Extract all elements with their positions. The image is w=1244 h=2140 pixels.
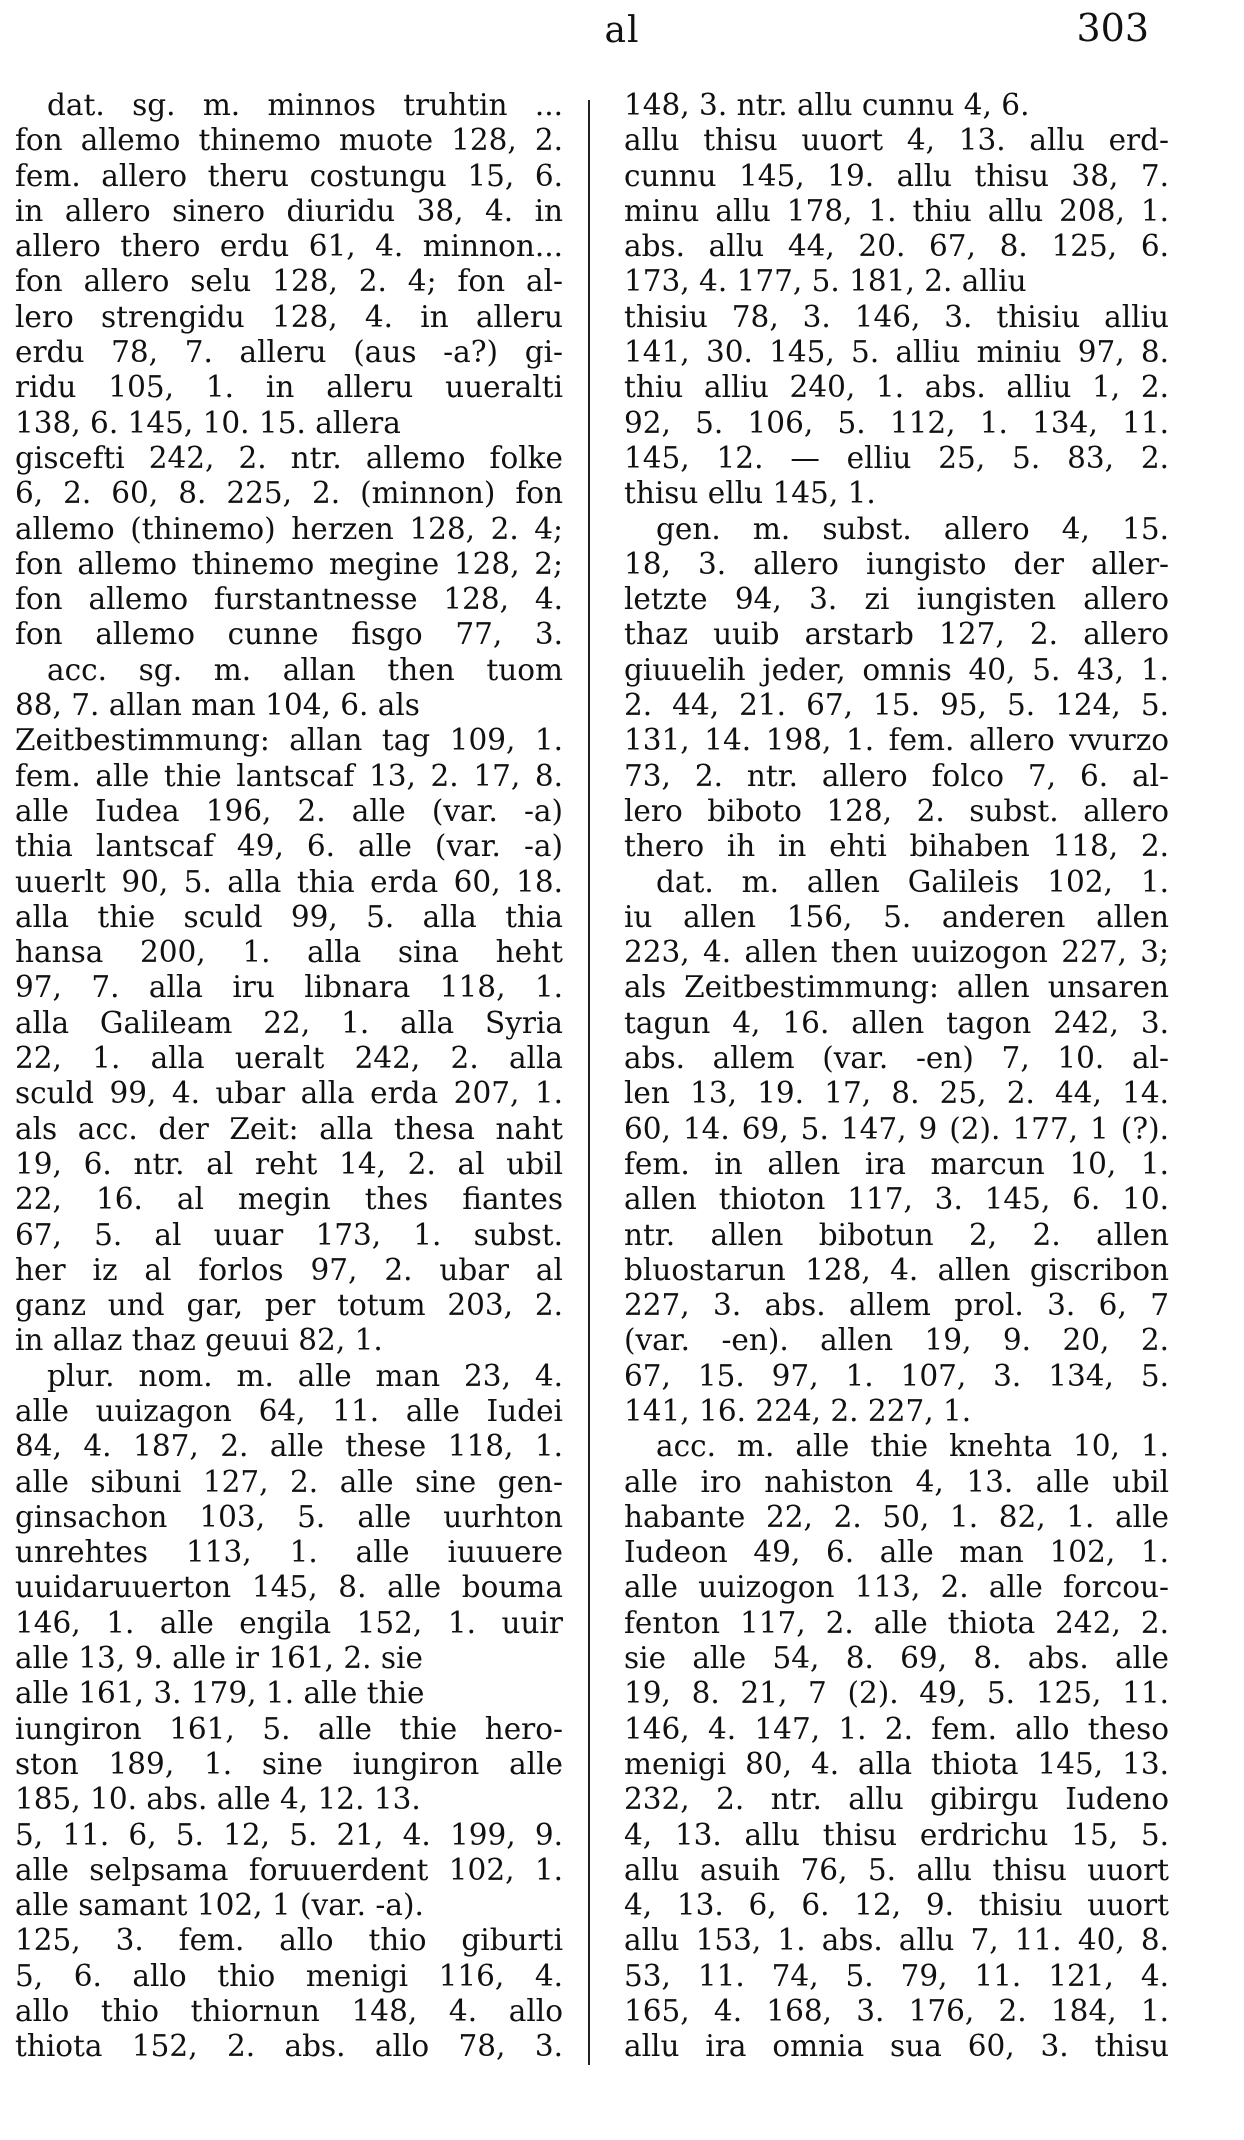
left-column-line (15, 1994, 563, 2029)
line-text: cunnu 145, 19. allu thisu 38, 7. (624, 158, 1169, 193)
right-column-line (624, 1606, 1169, 1641)
line-text: thisiu 78, 3. 146, 3. thisiu alliu (624, 299, 1169, 334)
line-text: 22, 1. alla ueralt 242, 2. alla (15, 1041, 563, 1076)
left-column-line (15, 1818, 563, 1853)
line-text: tagun 4, 16. allen tagon 242, 3. (624, 1005, 1169, 1040)
right-column-line (624, 300, 1169, 335)
line-text: (var. -en). allen 19, 9. 20, 2. (624, 1323, 1169, 1358)
left-column-line (15, 1888, 563, 1923)
line-text: hansa 200, 1. alla sina heht (15, 935, 563, 970)
right-column-line (624, 1429, 1169, 1464)
left-column-line (15, 441, 563, 476)
left-column-line (15, 1218, 563, 1253)
line-text: 67, 15. 97, 1. 107, 3. 134, 5. (624, 1358, 1169, 1393)
right-column-line (624, 1641, 1169, 1676)
line-text: unrehtes 113, 1. alle iuuuere (15, 1535, 563, 1570)
left-column-line (15, 88, 563, 123)
left-column (15, 88, 563, 2065)
line-text: Iudeon 49, 6. alle man 102, 1. (624, 1535, 1169, 1570)
left-column-line (15, 194, 563, 229)
line-text: abs. allem (var. -en) 7, 10. al- (624, 1041, 1169, 1076)
left-column-line (15, 1500, 563, 1535)
left-column-line (15, 1394, 563, 1429)
line-text: alla thie sculd 99, 5. alla thia (15, 899, 563, 934)
right-column (624, 88, 1169, 2065)
right-column-line (624, 441, 1169, 476)
right-column-line (624, 865, 1169, 900)
line-text: alle uuizogon 113, 2. alle forcou- (624, 1570, 1169, 1605)
left-column-line (15, 123, 563, 158)
right-column-line (624, 723, 1169, 758)
left-column-line (15, 512, 563, 547)
right-column-line (624, 1147, 1169, 1182)
page-number: 303 (1076, 6, 1149, 50)
line-text: plur. nom. m. alle man 23, 4. (47, 1358, 563, 1393)
left-column-line (15, 1747, 563, 1782)
right-column-line (624, 406, 1169, 441)
line-text: 141, 30. 145, 5. alliu miniu 97, 8. (624, 335, 1169, 370)
line-text: acc. m. alle thie knehta 10, 1. (656, 1429, 1169, 1464)
line-text: menigi 80, 4. alla thiota 145, 13. (624, 1746, 1169, 1781)
right-column-line (624, 794, 1169, 829)
right-column-line (624, 1923, 1169, 1958)
right-column-line (624, 653, 1169, 688)
line-text: allo thio thiornun 148, 4. allo (15, 1994, 563, 2029)
right-column-line (624, 1888, 1169, 1923)
line-text: 67, 5. al uuar 173, 1. subst. (15, 1217, 563, 1252)
right-column-line (624, 900, 1169, 935)
line-text: habante 22, 2. 50, 1. 82, 1. alle (624, 1499, 1169, 1534)
left-column-line (15, 1006, 563, 1041)
right-column-line (624, 1782, 1169, 1817)
line-text: ston 189, 1. sine iungiron alle (15, 1746, 563, 1781)
left-column-line (15, 759, 563, 794)
right-column-line (624, 1394, 1169, 1429)
left-column-line (15, 1076, 563, 1111)
line-text: 22, 16. al megin thes fiantes (15, 1182, 563, 1217)
right-column-line (624, 1112, 1169, 1147)
line-text: uuidaruuerton 145, 8. alle bouma (15, 1570, 563, 1605)
left-column-line (15, 547, 563, 582)
left-column-line (15, 335, 563, 370)
line-text: erdu 78, 7. alleru (aus -a?) gi- (15, 335, 563, 370)
right-column-line (624, 370, 1169, 405)
line-text: 92, 5. 106, 5. 112, 1. 134, 11. (624, 405, 1169, 440)
line-text: len 13, 19. 17, 8. 25, 2. 44, 14. (624, 1076, 1169, 1111)
line-text: allu thisu uuort 4, 13. allu erd- (624, 123, 1169, 158)
right-column-line (624, 1818, 1169, 1853)
left-column-line (15, 1253, 563, 1288)
left-column-line (15, 1323, 563, 1358)
left-column-line (15, 1535, 563, 1570)
left-column-line (15, 1182, 563, 1217)
right-column-line (624, 582, 1169, 617)
line-text: dat. m. allen Galileis 102, 1. (656, 864, 1169, 899)
left-column-line (15, 370, 563, 405)
line-text: ridu 105, 1. in alleru uueralti (15, 370, 563, 405)
right-column-line (624, 1253, 1169, 1288)
line-text: acc. sg. m. allan then tuom (47, 652, 563, 687)
line-text: ntr. allen bibotun 2, 2. allen (624, 1217, 1169, 1252)
line-text: alle samant 102, 1 (var. -a). (15, 1888, 424, 1923)
line-text: 19, 8. 21, 7 (2). 49, 5. 125, 11. (624, 1676, 1169, 1711)
left-column-line (15, 829, 563, 864)
line-text: 5, 6. allo thio menigi 116, 4. (15, 1958, 563, 1993)
line-text: 131, 14. 198, 1. fem. allero vvurzo (624, 723, 1169, 758)
line-text: 148, 3. ntr. allu cunnu 4, 6. (624, 88, 1030, 122)
line-text: 88, 7. allan man 104, 6. als (15, 688, 420, 723)
right-column-line (624, 1359, 1169, 1394)
line-text: allero thero erdu 61, 4. minnon... (15, 229, 563, 264)
left-column-line (15, 1359, 563, 1394)
left-column-line (15, 1923, 563, 1958)
line-text: fem. allero theru costungu 15, 6. (15, 158, 563, 193)
right-column-line (624, 1323, 1169, 1358)
line-text: alle iro nahiston 4, 13. alle ubil (624, 1464, 1169, 1499)
right-column-line (624, 1076, 1169, 1111)
line-text: 84, 4. 187, 2. alle these 118, 1. (15, 1429, 563, 1464)
line-text: allu asuih 76, 5. allu thisu uuort (624, 1852, 1169, 1887)
line-text: thiota 152, 2. abs. allo 78, 3. (15, 2029, 563, 2064)
line-text: alle 13, 9. alle ir 161, 2. sie (15, 1641, 423, 1676)
line-text: thia lantscaf 49, 6. alle (var. -a) (15, 829, 563, 864)
running-headword: al (604, 10, 640, 51)
left-column-line (15, 1853, 563, 1888)
line-text: fon allemo thinemo megine 128, 2; (15, 546, 563, 581)
right-column-line (624, 512, 1169, 547)
line-text: 18, 3. allero iungisto der aller- (624, 546, 1169, 581)
left-column-line (15, 229, 563, 264)
left-column-line (15, 1465, 563, 1500)
right-column-line (624, 1465, 1169, 1500)
line-text: 6, 2. 60, 8. 225, 2. (minnon) fon (15, 476, 563, 511)
line-text: fon allemo thinemo muote 128, 2. (15, 123, 563, 158)
line-text: iungiron 161, 5. alle thie hero- (15, 1711, 563, 1746)
right-column-line (624, 335, 1169, 370)
line-text: uuerlt 90, 5. alla thia erda 60, 18. (15, 864, 563, 899)
left-column-line (15, 970, 563, 1005)
right-column-line (624, 1182, 1169, 1217)
line-text: thiu alliu 240, 1. abs. alliu 1, 2. (624, 370, 1169, 405)
line-text: thaz uuib arstarb 127, 2. allero (624, 617, 1169, 652)
left-column-line (15, 2029, 563, 2064)
right-column-line (624, 1500, 1169, 1535)
right-column-line (624, 476, 1169, 511)
line-text: thisu ellu 145, 1. (624, 476, 876, 511)
line-text: in allaz thaz geuui 82, 1. (15, 1323, 383, 1358)
line-text: gen. m. subst. allero 4, 15. (656, 511, 1169, 546)
left-column-line (15, 1041, 563, 1076)
left-column-line (15, 159, 563, 194)
line-text: 145, 12. — elliu 25, 5. 83, 2. (624, 440, 1169, 475)
left-column-line (15, 1288, 563, 1323)
left-column-line (15, 794, 563, 829)
left-column-line (15, 653, 563, 688)
right-column-line (624, 1288, 1169, 1323)
right-column-line (624, 617, 1169, 652)
line-text: letzte 94, 3. zi iungisten allero (624, 582, 1169, 617)
line-text: 173, 4. 177, 5. 181, 2. alliu (624, 264, 1027, 299)
line-text: ganz und gar, per totum 203, 2. (15, 1288, 563, 1323)
line-text: 5, 11. 6, 5. 12, 5. 21, 4. 199, 9. (15, 1817, 563, 1852)
column-divider (588, 100, 590, 2065)
left-column-line (15, 865, 563, 900)
right-column-line (624, 688, 1169, 723)
line-text: 138, 6. 145, 10. 15. allera (15, 405, 401, 440)
left-column-line (15, 1712, 563, 1747)
line-text: 165, 4. 168, 3. 176, 2. 184, 1. (624, 1994, 1169, 2029)
left-column-line (15, 300, 563, 335)
right-column-line (624, 970, 1169, 1005)
line-text: alle Iudea 196, 2. alle (var. -a) (15, 793, 563, 828)
line-text: 227, 3. abs. allem prol. 3. 6, 7 (624, 1288, 1169, 1323)
line-text: 141, 16. 224, 2. 227, 1. (624, 1393, 972, 1428)
left-column-line (15, 1570, 563, 1605)
left-column-line (15, 1147, 563, 1182)
left-column-line (15, 688, 563, 723)
right-column-line (624, 1218, 1169, 1253)
line-text: 2. 44, 21. 67, 15. 95, 5. 124, 5. (624, 688, 1169, 723)
right-column-line (624, 829, 1169, 864)
left-column-line (15, 1959, 563, 1994)
left-column-line (15, 617, 563, 652)
left-column-line (15, 476, 563, 511)
line-text: fenton 117, 2. alle thiota 242, 2. (624, 1605, 1169, 1640)
right-column-line (624, 159, 1169, 194)
right-column-line (624, 1676, 1169, 1711)
line-text: 232, 2. ntr. allu gibirgu Iudeno (624, 1782, 1169, 1817)
line-text: 125, 3. fem. allo thio giburti (15, 1923, 563, 1958)
right-column-line (624, 1570, 1169, 1605)
line-text: 97, 7. alla iru libnara 118, 1. (15, 970, 563, 1005)
line-text: 19, 6. ntr. al reht 14, 2. al ubil (15, 1146, 563, 1181)
left-column-line (15, 582, 563, 617)
right-column-line (624, 547, 1169, 582)
line-text: 223, 4. allen then uuizogon 227, 3; (624, 935, 1169, 970)
line-text: fon allemo furstantnesse 128, 4. (15, 582, 563, 617)
left-column-line (15, 1429, 563, 1464)
line-text: alle 161, 3. 179, 1. alle thie (15, 1676, 425, 1711)
line-text: alle uuizagon 64, 11. alle Iudei (15, 1393, 563, 1428)
line-text: 73, 2. ntr. allero folco 7, 6. al- (624, 758, 1169, 793)
right-column-line (624, 1041, 1169, 1076)
line-text: als acc. der Zeit: alla thesa naht (15, 1111, 563, 1146)
right-column-line (624, 264, 1169, 299)
left-column-line (15, 723, 563, 758)
left-column-line (15, 1676, 563, 1711)
line-text: fon allero selu 128, 2. 4; fon al- (15, 264, 563, 299)
left-column-line (15, 935, 563, 970)
line-text: fem. alle thie lantscaf 13, 2. 17, 8. (15, 758, 563, 793)
left-column-line (15, 1782, 563, 1817)
line-text: 146, 4. 147, 1. 2. fem. allo theso (624, 1711, 1169, 1746)
left-column-line (15, 1606, 563, 1641)
line-text: Zeitbestimmung: allan tag 109, 1. (15, 723, 563, 758)
right-column-line (624, 123, 1169, 158)
line-text: alle sibuni 127, 2. alle sine gen- (15, 1464, 563, 1499)
line-text: ginsachon 103, 5. alle uurhton (15, 1499, 563, 1534)
line-text: minu allu 178, 1. thiu allu 208, 1. (624, 193, 1169, 228)
left-column-line (15, 1641, 563, 1676)
right-column-line (624, 1959, 1169, 1994)
line-text: giuuelih jeder, omnis 40, 5. 43, 1. (624, 652, 1169, 687)
line-text: 4, 13. 6, 6. 12, 9. thisiu uuort (624, 1888, 1169, 1923)
right-column-line (624, 229, 1169, 264)
line-text: allen thioton 117, 3. 145, 6. 10. (624, 1182, 1169, 1217)
line-text: sculd 99, 4. ubar alla erda 207, 1. (15, 1076, 563, 1111)
left-column-line (15, 264, 563, 299)
line-text: her iz al forlos 97, 2. ubar al (15, 1252, 563, 1287)
line-text: allu ira omnia sua 60, 3. thisu (624, 2029, 1169, 2064)
right-column-line (624, 1747, 1169, 1782)
right-column-line (624, 759, 1169, 794)
line-text: iu allen 156, 5. anderen allen (624, 899, 1169, 934)
right-column-line (624, 1994, 1169, 2029)
line-text: abs. allu 44, 20. 67, 8. 125, 6. (624, 229, 1169, 264)
line-text: in allero sinero diuridu 38, 4. in (15, 193, 563, 228)
line-text: 4, 13. allu thisu erdrichu 15, 5. (624, 1817, 1169, 1852)
right-column-line (624, 935, 1169, 970)
line-text: lero strengidu 128, 4. in alleru (15, 299, 563, 334)
line-text: bluostarun 128, 4. allen giscribon (624, 1252, 1169, 1287)
right-column-line (624, 2029, 1169, 2064)
line-text: 146, 1. alle engila 152, 1. uuir (15, 1605, 563, 1640)
right-column-line (624, 1006, 1169, 1041)
right-column-line (624, 88, 1169, 123)
line-text: alle selpsama foruuerdent 102, 1. (15, 1852, 563, 1887)
right-column-line (624, 194, 1169, 229)
line-text: sie alle 54, 8. 69, 8. abs. alle (624, 1641, 1169, 1676)
line-text: 185, 10. abs. alle 4, 12. 13. (15, 1782, 421, 1817)
line-text: giscefti 242, 2. ntr. allemo folke (15, 440, 563, 475)
line-text: fon allemo cunne fisgo 77, 3. (15, 617, 563, 652)
left-column-line (15, 406, 563, 441)
line-text: alla Galileam 22, 1. alla Syria (15, 1005, 563, 1040)
line-text: 53, 11. 74, 5. 79, 11. 121, 4. (624, 1958, 1169, 1993)
line-text: als Zeitbestimmung: allen unsaren (624, 970, 1169, 1005)
left-column-line (15, 900, 563, 935)
line-text: 60, 14. 69, 5. 147, 9 (2). 177, 1 (?). (624, 1111, 1169, 1146)
line-text: dat. sg. m. minnos truhtin ... (47, 88, 563, 122)
line-text: lero biboto 128, 2. subst. allero (624, 793, 1169, 828)
line-text: fem. in allen ira marcun 10, 1. (624, 1146, 1169, 1181)
right-column-line (624, 1535, 1169, 1570)
right-column-line (624, 1853, 1169, 1888)
left-column-line (15, 1112, 563, 1147)
line-text: allu 153, 1. abs. allu 7, 11. 40, 8. (624, 1923, 1169, 1958)
line-text: allemo (thinemo) herzen 128, 2. 4; (15, 511, 563, 546)
right-column-line (624, 1712, 1169, 1747)
line-text: thero ih in ehti bihaben 118, 2. (624, 829, 1169, 864)
